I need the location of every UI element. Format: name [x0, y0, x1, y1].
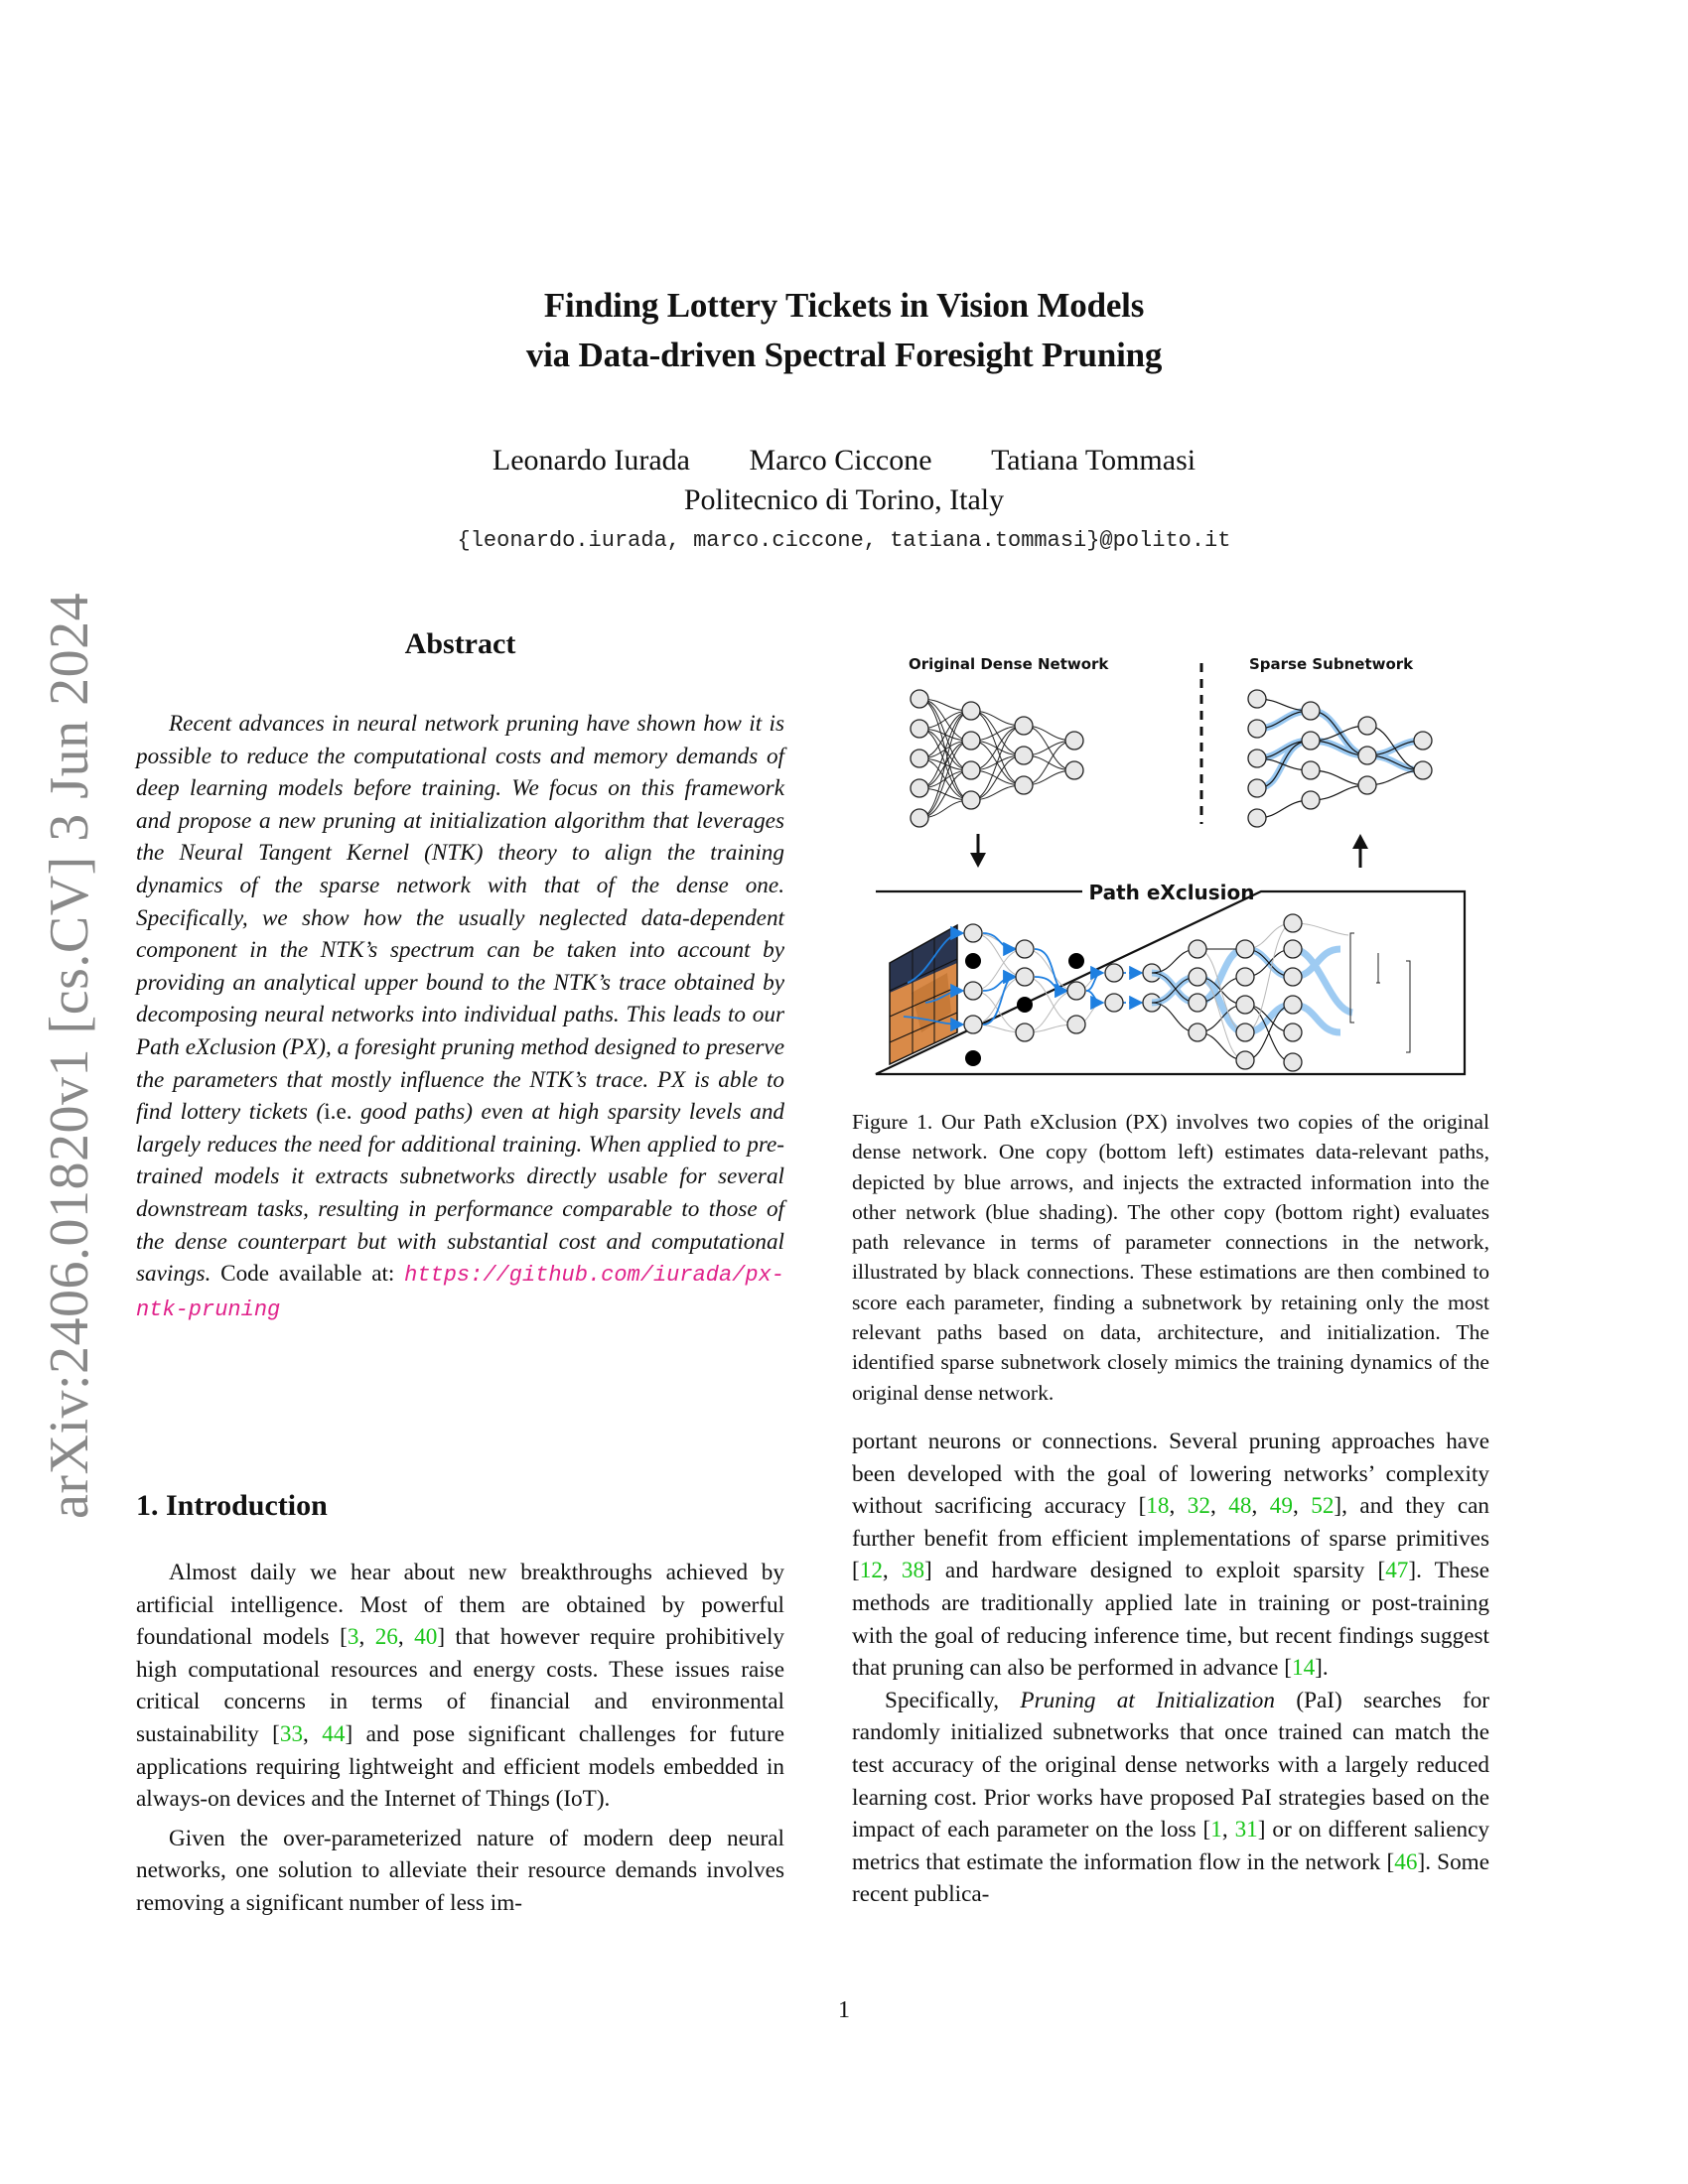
- citation-link[interactable]: 3: [347, 1624, 359, 1651]
- citation-link[interactable]: 46: [1394, 1848, 1418, 1875]
- paper-title: [0, 281, 1688, 380]
- arrow-up-icon: [1352, 834, 1368, 868]
- figure-1-caption: Figure 1. Our Path eXclusion (PX) involves two copies of the original dense network. One copy (bottom left) estimates data-relevant paths, depicted by blue arrows, and injects the extracted information into the other network (blue shading). The other copy (bottom right) evaluates path relevance in terms of parameter connections in the network, illustrated by black connections. These estimations are then combined to score each parameter, finding a subnetwork by retaining only the most relevant paths based on data, architecture, and initialization. The identified sparse subnetwork closely mimics the training dynamics of the original dense network.: [852, 1110, 1489, 1405]
- citation-link[interactable]: 44: [322, 1720, 346, 1747]
- citation-link[interactable]: 31: [1234, 1817, 1258, 1843]
- right-paragraph-1: portant neurons or connections. Several pruning approaches have been developed with the goal of lowering networks’ complexity without sacrificing accuracy [18, 32, 48, 49, 52], and they can further benefit from efficient implementations of sparse primitives [12, 38] and hardware designed to exploit sparsity [47]. These methods are traditionally applied late in training or post-training with the goal of reducing inference time, but recent findings suggest that pruning can also be performed in advance [14].: [852, 1429, 1490, 1682]
- author-name: Tatiana Tommasi: [991, 444, 1196, 477]
- right-column-body: [852, 1426, 1489, 1911]
- arrow-down-icon: [970, 834, 986, 868]
- author-emails: {leonardo.iurada, marco.ciccone, tatiana.tommasi}@polito.it: [457, 528, 1231, 553]
- px-output-brackets: [1350, 933, 1410, 1052]
- label-sparse-subnetwork: Sparse Subnetwork: [1249, 655, 1414, 673]
- label-original-dense-network: Original Dense Network: [909, 655, 1109, 673]
- abstract-body: [136, 708, 784, 1326]
- citation-link[interactable]: 52: [1311, 1493, 1335, 1520]
- citation-link[interactable]: 33: [279, 1720, 304, 1747]
- author-name: Leonardo Iurada: [492, 444, 690, 477]
- dense-network-edges: [919, 699, 1074, 818]
- px-right-nodes: [1189, 914, 1302, 1071]
- figure-1-diagram: [852, 635, 1489, 1082]
- author-name: Marco Ciccone: [749, 444, 932, 477]
- citation-link[interactable]: 18: [1146, 1493, 1170, 1520]
- citation-link[interactable]: 12: [859, 1558, 883, 1584]
- arxiv-margin-stamp: arXiv:2406.01820v1 [cs.CV] 3 Jun 2024: [39, 592, 100, 1519]
- px-left-nodes: [964, 924, 1161, 1041]
- author-list: [0, 442, 1688, 479]
- right-paragraph-2: Specifically, Pruning at Initialization (PaI) searches for randomly initialized subnetworks that once trained can match the test accuracy of the original dense networks with a largely reduced learning cost. Prior works have proposed PaI strategies based on the impact of each parameter on the loss [1, 31] or on different saliency metrics that estimate the information flow in the network [46]. Some recent publica-: [852, 1687, 1490, 1908]
- citation-link[interactable]: 32: [1187, 1493, 1210, 1520]
- sparse-network-nodes: [1248, 690, 1432, 827]
- introduction-body: [136, 1557, 784, 1920]
- code-label: Code available at:: [211, 1261, 405, 1288]
- dense-network-nodes: [911, 690, 1083, 827]
- label-path-exclusion: Path eXclusion: [1088, 881, 1255, 904]
- px-dotted-arrows: [1123, 973, 1140, 1003]
- citation-link[interactable]: 14: [1291, 1655, 1316, 1682]
- page-number: 1: [838, 1997, 850, 2023]
- intro-paragraph-1: Almost daily we hear about new breakthroughs achieved by artificial intelligence. Most of them are obtained by powerful foundational models [3, 26, 40] that however require prohibitively high computational resources and energy costs. These issues raise critical concerns in terms of financial and environmental sustainability [33, 44] and pose significant challenges for future applications requiring lightweight and efficient models embedded in always-on devices and the Internet of Things (IoT).: [136, 1560, 785, 1813]
- title-line-1: Finding Lottery Tickets in Vision Models: [543, 286, 1145, 325]
- abstract-text-2: good paths) even at high sparsity levels and largely reduces the need for additional training. When applied to pre-trained models it extracts subnetworks directly usable for several downstream tasks, resulting in performance comparable to those of the dense counterpart but with substantial cost and computational savings.: [136, 1099, 785, 1288]
- code-link[interactable]: https://github.com/iurada/px-ntk-pruning: [136, 1263, 784, 1322]
- abstract-ie: i.e.: [324, 1099, 352, 1126]
- citation-link[interactable]: 49: [1269, 1493, 1293, 1520]
- px-right-blue-shading: [1152, 949, 1352, 1032]
- abstract-heading: Abstract: [404, 627, 516, 660]
- citation-link[interactable]: 38: [901, 1558, 925, 1584]
- section-heading-introduction: 1. Introduction: [136, 1489, 328, 1522]
- affiliation: Politecnico di Torino, Italy: [683, 483, 1005, 516]
- intro-paragraph-2: Given the over-parameterized nature of modern deep neural networks, one solution to alleviate their resource demands involves removing a significant number of less im-: [136, 1825, 784, 1916]
- title-line-2: via Data-driven Spectral Foresight Pruning: [525, 336, 1163, 374]
- abstract-text: Recent advances in neural network pruning have shown how it is possible to reduce the computational costs and memory demands of deep learning models before training. We focus on this framework and propose a new pruning at initialization algorithm that leverages the Neural Tangent Kernel (NTK) theory to align the training dynamics of the sparse network with that of the dense one. Specifically, we show how the usually neglected data-dependent component in the NTK’s spectrum can be taken into account by providing an analytical upper bound to the NTK’s trace obtained by decomposing neural networks into individual paths. This leads to our Path eXclusion (PX), a foresight pruning method designed to preserve the parameters that mostly influence the NTK’s trace. PX is able to find lottery tickets (: [136, 711, 784, 1126]
- citation-link[interactable]: 40: [414, 1624, 438, 1651]
- citation-link[interactable]: 48: [1228, 1493, 1252, 1520]
- citation-link[interactable]: 1: [1210, 1817, 1222, 1843]
- citation-link[interactable]: 26: [374, 1624, 398, 1651]
- citation-link[interactable]: 47: [1385, 1558, 1409, 1584]
